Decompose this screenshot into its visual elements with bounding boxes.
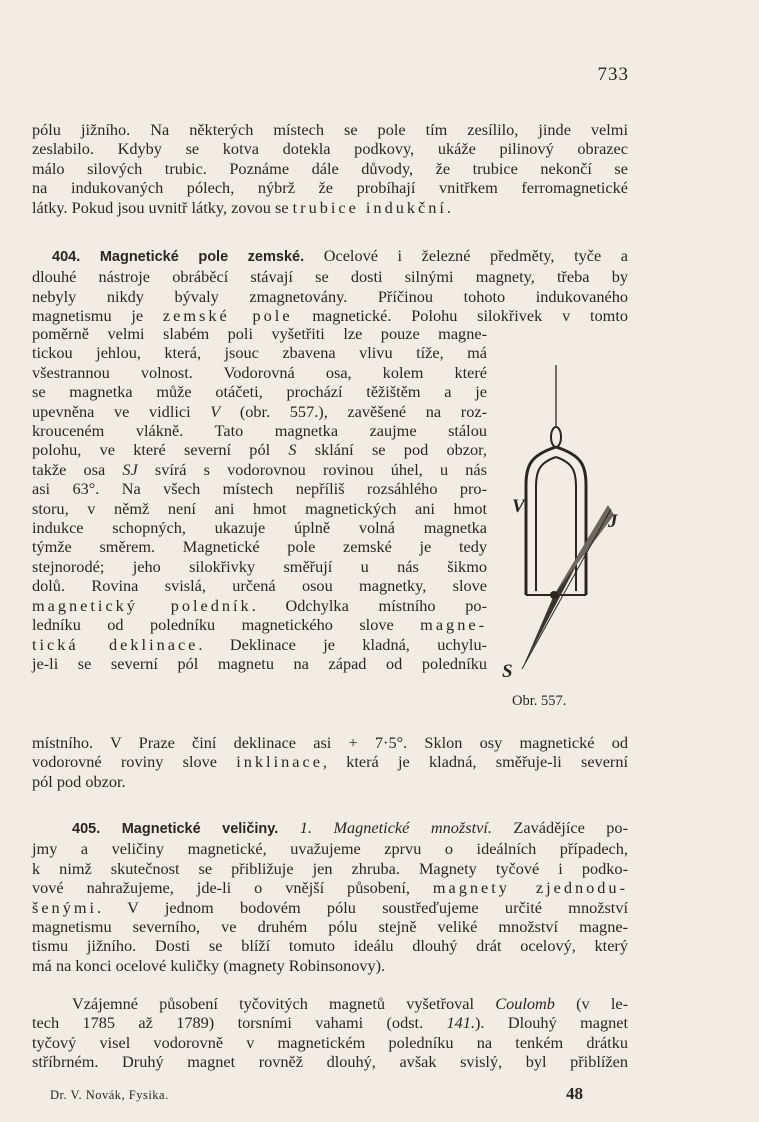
- suspension-loop: [551, 427, 561, 447]
- text-line: asi 63°. Na všech místech nepříliš rozsáhlého pro-: [32, 479, 487, 499]
- section-405: [32, 818, 628, 975]
- text-run: svírá s vodorovnou rovinou úhel, u nás: [137, 459, 487, 479]
- text-line: krouceném vlákně. Tato magnetka zaujme stálou: [32, 421, 487, 441]
- spaced-term: zemské pole: [162, 306, 293, 326]
- label-v: V: [512, 496, 525, 517]
- spaced-term: inklinace: [236, 752, 323, 772]
- section-title: Magnetické veličiny.: [121, 821, 279, 837]
- text-run: dolů. Rovina svislá, určená osou magnetky, slove: [32, 576, 487, 596]
- text-run: , která je kladná, směřuje-li severní: [322, 752, 629, 772]
- italic-symbol: SJ: [122, 459, 138, 479]
- text-line: indukce schopných, ukazuje úplně volná magnetka: [32, 518, 487, 538]
- text-line: [32, 994, 628, 1013]
- text-run: (obr. 557.), zavěšené na roz-: [220, 401, 487, 421]
- text-line: zeslabilo. Kdyby se kotva dotekla podkovy, ukáže pilinový obrazec: [32, 139, 628, 159]
- text-run: takže osa: [32, 459, 123, 479]
- text-line: [32, 752, 628, 771]
- figure-caption: Obr. 557.: [512, 693, 567, 709]
- text-line: [32, 635, 487, 654]
- text-line: [32, 306, 628, 325]
- paragraph-coulomb: [32, 994, 628, 1072]
- text-line: [32, 576, 487, 595]
- text-line: nebyly nikdy bývaly zmagnetovány. Příčinou tohoto indukovaného: [32, 286, 628, 306]
- label-s: S: [502, 661, 513, 682]
- section-title: Magnetické pole zemské.: [99, 249, 305, 265]
- text-line: [32, 460, 487, 479]
- section-number: 404.: [52, 249, 81, 265]
- text-line: [32, 440, 487, 459]
- text-line: [32, 596, 487, 615]
- section-404-tail: [32, 733, 628, 791]
- section-404: [32, 246, 628, 326]
- figure-557: [496, 365, 636, 725]
- italic-symbol: V: [210, 401, 221, 421]
- text-run: magnetismu je: [32, 306, 163, 326]
- text-run: . V jednom bodovém pólu soustřeďujeme určité množství: [97, 897, 628, 917]
- text-line: pól pod obzor.: [32, 771, 126, 791]
- text-line: má na konci ocelové kuličky (magnety Robinsonovy).: [32, 955, 386, 975]
- text-line: je-li se severní pól magnetu na západ od poledníku: [32, 653, 487, 673]
- text-run: . Deklinace je kladná, uchylu-: [198, 634, 488, 654]
- text-line: poměrně velmi slabém poli vyšetřiti lze pouze magne-: [32, 324, 487, 343]
- text-run: (v le-: [554, 994, 628, 1013]
- text-line: stříbrném. Druhý magnet rovněž dlouhý, avšak svislý, byl přiblížen: [32, 1052, 628, 1072]
- subsection-title: 1. Magnetické množství.: [278, 818, 492, 837]
- text-run: Ocelové i železné předměty, tyče a: [304, 246, 629, 265]
- text-line: málo silových trubic. Poznáme dále důvody, že trubice nekončí se: [32, 158, 628, 178]
- text-run: .: [446, 197, 451, 217]
- text-line: se magnetka může otáčeti, prochází těžištěm a je: [32, 382, 487, 402]
- text-line: magnetismu severního, ve druhém pólu stejně veliké množství magne-: [32, 917, 628, 937]
- text-run: sklání se pod obzor,: [296, 440, 487, 460]
- text-line: všestrannou volnost. Vodorovná osa, kolem které: [32, 362, 487, 382]
- text-line: [32, 402, 487, 421]
- magnetic-needle-illustration: [496, 365, 636, 725]
- footer-author: Dr. V. Novák, Fysika.: [50, 1088, 169, 1102]
- text-line: pólu jižního. Na některých místech se pole tím zesílilo, jinde velmi: [32, 120, 628, 139]
- text-line: místního. V Praze činí deklinace asi + 7·5°. Sklon osy magnetické od: [32, 733, 628, 752]
- spaced-term: šenými: [32, 897, 98, 917]
- text-line: tyčový visel vodorovně v magnetickém poledníku na tenkém drátku: [32, 1032, 628, 1052]
- text-line: [32, 1013, 628, 1032]
- section-heading-line: [32, 818, 628, 839]
- spaced-term: magnety zjednodu-: [432, 878, 628, 898]
- text-line: týmže směrem. Magnetické pole zemské je tedy: [32, 537, 487, 557]
- text-line: [32, 878, 628, 897]
- page-number: 733: [597, 64, 629, 85]
- paragraph-intro: [32, 120, 628, 217]
- text-line: tismu jižního. Dosti se blíží tomuto ideálu dlouhý drát ocelový, který: [32, 936, 628, 956]
- italic-reference: 141.: [446, 1013, 476, 1033]
- text-line: jmy a veličiny magnetické, uvažujeme zprvu o ideálních případech,: [32, 839, 628, 859]
- text-line: storu, v němž není ani hmot magnetických ani hmot: [32, 498, 487, 518]
- text-run: magnetické. Polohu silokřivek v tomto: [292, 306, 628, 326]
- italic-symbol: S: [288, 440, 297, 460]
- text-line: stejnorodé; jeho silokřivky směřují u nás šikmo: [32, 556, 487, 576]
- needle-pivot: [550, 591, 558, 599]
- text-run: Zavádějíce po-: [491, 818, 628, 837]
- text-run: . Odchylka místního po-: [251, 595, 487, 615]
- text-run: vové nahražujeme, jde-li o vnější působení,: [32, 878, 433, 898]
- spaced-term: magne-: [420, 615, 487, 635]
- text-run: vodorovné roviny slove: [32, 752, 237, 772]
- section-number: 405.: [72, 821, 101, 837]
- text-line: [32, 898, 628, 917]
- text-line: k nimž skutečnost se přibližuje jen zhruba. Magnety tyčové i podko-: [32, 858, 628, 878]
- text-line: na indukovaných pólech, nýbrž že probíhají vnitřkem ferromagnetické: [32, 178, 628, 198]
- text-run: látky. Pokud jsou uvnitř látky, zovou se: [32, 197, 293, 217]
- section-404-wrap-text: [32, 324, 487, 673]
- text-run: ledníku od poledníku magnetického slove: [32, 615, 421, 635]
- spaced-term: tická deklinace: [32, 634, 199, 654]
- text-run: ). Dlouhý magnet: [475, 1013, 629, 1033]
- text-run: polohu, ve které severní pól: [32, 440, 289, 460]
- italic-name: Coulomb: [495, 994, 555, 1013]
- text-line: [32, 198, 628, 217]
- section-heading-line: [32, 246, 628, 267]
- needle-north-half: [554, 505, 614, 595]
- text-run: upevněna ve vidlici: [32, 401, 211, 421]
- label-j: J: [608, 511, 618, 532]
- text-line: tickou jehlou, která, jsouc zbavena vlivu tíže, má: [32, 343, 487, 363]
- text-run: tech 1785 až 1789) torsními vahami (odst.: [32, 1013, 447, 1033]
- text-line: dlouhé nástroje obráběcí stávají se dosti silnými magnety, třeba by: [32, 267, 628, 287]
- footer-sheet-number: 48: [566, 1084, 583, 1103]
- text-line: [32, 615, 487, 634]
- spaced-term: trubice indukční: [292, 197, 447, 217]
- spaced-term: magnetický poledník: [32, 595, 252, 615]
- text-run: Vzájemné působení tyčovitých magnetů vyšetřoval: [72, 994, 496, 1013]
